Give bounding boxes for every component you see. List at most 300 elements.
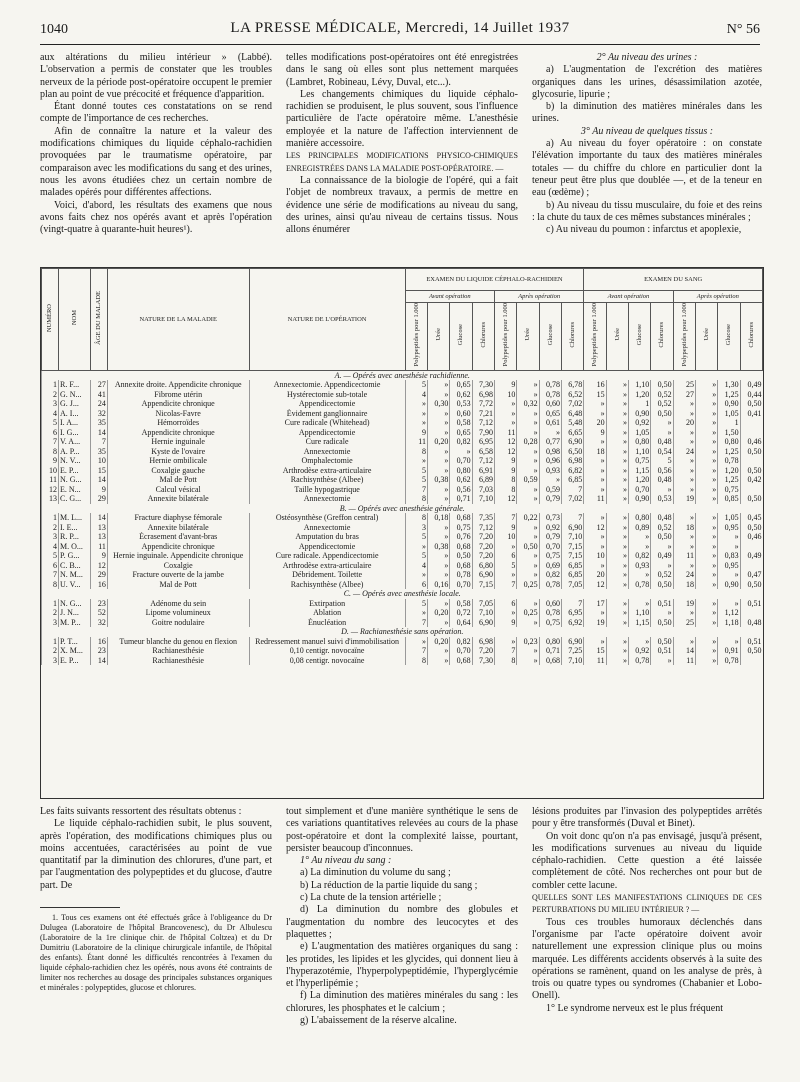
- table-cell: 19: [673, 599, 695, 609]
- table-cell: 11: [405, 437, 427, 447]
- table-cell: 0,25: [517, 608, 539, 618]
- table-cell: »: [584, 637, 606, 647]
- table-cell: »: [606, 656, 628, 666]
- table-cell: R. P...: [59, 532, 91, 542]
- table-cell: 0,32: [517, 399, 539, 409]
- table-cell: 11: [90, 542, 107, 552]
- table-cell: 7: [405, 485, 427, 495]
- table-cell: »: [517, 570, 539, 580]
- table-cell: Nicolas-Favre: [107, 409, 249, 419]
- table-cell: 0,48: [651, 513, 673, 523]
- table-cell: »: [606, 456, 628, 466]
- table-cell: 0,73: [539, 513, 561, 523]
- table-cell: P. T...: [59, 637, 91, 647]
- table-cell: 1,20: [628, 475, 650, 485]
- table-cell: Tumeur blanche du genou en flexion: [107, 637, 249, 647]
- table-cell: 3: [42, 399, 59, 409]
- list-item: c) La chute de la tension artérielle ;: [300, 892, 442, 904]
- table-cell: Coxalgie: [107, 561, 249, 571]
- table-cell: »: [651, 485, 673, 495]
- table-cell: 0,92: [539, 523, 561, 533]
- table-cell: Appendicectomie: [249, 428, 405, 438]
- table-cell: »: [673, 485, 695, 495]
- table-cell: »: [405, 456, 427, 466]
- table-cell: »: [628, 599, 650, 609]
- table-cell: Évidement ganglionnaire: [249, 409, 405, 419]
- table-cell: 0,92: [628, 418, 650, 428]
- table-cell: 14: [673, 646, 695, 656]
- table-cell: »: [651, 656, 673, 666]
- table-cell: Annexectomie. Appendicectomie: [249, 380, 405, 390]
- issue-number: N° 56: [726, 22, 760, 37]
- paragraph: Voici, d'abord, les résultats des examens que nous avons faits chez nos opérés avant et après l'opération (vingt-quatre à quarante-huit heures¹).: [40, 199, 272, 236]
- table-row: [42, 437, 763, 447]
- table-cell: »: [539, 428, 561, 438]
- table-cell: »: [517, 447, 539, 457]
- table-cell: »: [428, 599, 450, 609]
- section-title: B. — Opérés avec anesthésie générale.: [42, 504, 763, 514]
- table-cell: 8: [405, 656, 427, 666]
- table-cell: Appendicite chronique: [107, 542, 249, 552]
- table-cell: »: [695, 656, 717, 666]
- header-uree: Urée: [606, 303, 628, 371]
- table-cell: 6,82: [561, 466, 583, 476]
- list-item: b) La réduction de la partie liquide du sang ;: [300, 879, 478, 891]
- table-cell: 0,65: [450, 428, 472, 438]
- table-cell: 6,90: [561, 437, 583, 447]
- table-cell: 7,10: [472, 608, 494, 618]
- table-cell: 6,65: [561, 428, 583, 438]
- table-cell: Appendicectomie: [249, 399, 405, 409]
- table-cell: Hernie ombilicale: [107, 456, 249, 466]
- table-cell: »: [673, 466, 695, 476]
- table-cell: 1: [42, 637, 59, 647]
- table-row: [42, 475, 763, 485]
- table-cell: »: [405, 637, 427, 647]
- table-cell: 52: [90, 608, 107, 618]
- table-cell: 0,82: [450, 637, 472, 647]
- table-cell: »: [673, 637, 695, 647]
- header-glucose: Glucose: [628, 303, 650, 371]
- table-cell: »: [517, 466, 539, 476]
- table-cell: 18: [584, 447, 606, 457]
- table-cell: »: [606, 542, 628, 552]
- table-row: [42, 523, 763, 533]
- paragraph: Étant donné toutes ces constatations on se rend compte de l'importance de ces recherches.: [40, 101, 272, 125]
- table-cell: 4: [405, 390, 427, 400]
- table-cell: 6,98: [472, 637, 494, 647]
- table-row: [42, 561, 763, 571]
- table-cell: 0,78: [539, 390, 561, 400]
- paragraph: 1° Le syndrome nerveux est le plus fréquent: [546, 1002, 724, 1014]
- table-cell: »: [405, 542, 427, 552]
- table-cell: 1,05: [718, 513, 740, 523]
- table-cell: 0,50: [740, 646, 762, 656]
- table-cell: »: [450, 447, 472, 457]
- table-cell: 7,02: [561, 399, 583, 409]
- table-cell: 7,20: [472, 542, 494, 552]
- table-cell: 7,02: [561, 494, 583, 504]
- table-cell: »: [673, 475, 695, 485]
- table-cell: 0,70: [539, 542, 561, 552]
- table-cell: »: [584, 437, 606, 447]
- table-cell: 10: [584, 551, 606, 561]
- table-cell: 1,12: [718, 608, 740, 618]
- table-cell: 10: [494, 390, 516, 400]
- table-cell: 1: [718, 418, 740, 428]
- table-cell: 0,42: [740, 475, 762, 485]
- table-cell: Ablation: [249, 608, 405, 618]
- table-cell: 7,72: [472, 399, 494, 409]
- table-cell: 0,62: [450, 390, 472, 400]
- table-cell: 24: [673, 570, 695, 580]
- table-cell: 0,98: [539, 447, 561, 457]
- table-cell: 6,48: [561, 409, 583, 419]
- table-cell: 0,71: [539, 646, 561, 656]
- header-nom: NOM: [59, 269, 91, 371]
- table-cell: Hernie inguinale: [107, 437, 249, 447]
- table-cell: 0,52: [651, 570, 673, 580]
- table-cell: M. O...: [59, 542, 91, 552]
- table-cell: 11: [673, 551, 695, 561]
- table-cell: 29: [90, 570, 107, 580]
- table-cell: A. P...: [59, 447, 91, 457]
- table-cell: »: [428, 409, 450, 419]
- table-row: [42, 513, 763, 523]
- header-poly: Polypeptides pour 1.000: [584, 303, 606, 371]
- table-cell: [740, 428, 762, 438]
- table-cell: Ostéosynthèse (Greffon central): [249, 513, 405, 523]
- table-cell: »: [628, 532, 650, 542]
- table-cell: 6,90: [472, 570, 494, 580]
- table-cell: 0,90: [628, 409, 650, 419]
- table-cell: 0,56: [651, 466, 673, 476]
- table-cell: N. M...: [59, 570, 91, 580]
- table-cell: 0,53: [450, 399, 472, 409]
- table-cell: »: [584, 409, 606, 419]
- table-row: [42, 409, 763, 419]
- table-cell: 0,78: [539, 380, 561, 390]
- table-cell: 0,75: [718, 485, 740, 495]
- list-item: a) La diminution du volume du sang ;: [300, 867, 451, 879]
- table-cell: 7,20: [472, 551, 494, 561]
- paragraph: aux altérations du milieu intérieur » (Labbé). L'observation a permis de constater que les troubles nerveux de la période post-opératoire occupent le premier plan au point de vue précocité et fréquence d'apparition.: [40, 52, 272, 100]
- table-cell: »: [405, 418, 427, 428]
- table-cell: Mal de Pott: [107, 580, 249, 590]
- table-cell: 14: [90, 475, 107, 485]
- table-cell: 7,30: [472, 656, 494, 666]
- section-title: A. — Opérés avec anesthésie rachidienne.: [42, 370, 763, 380]
- journal-title: LA PRESSE MÉDICALE, Mercredi, 14 Juillet 1937: [230, 20, 570, 36]
- table-cell: 29: [90, 494, 107, 504]
- table-cell: »: [695, 599, 717, 609]
- table-cell: 6,90: [561, 523, 583, 533]
- table-cell: 1,05: [628, 428, 650, 438]
- table-cell: Goitre nodulaire: [107, 618, 249, 628]
- table-cell: »: [695, 561, 717, 571]
- table-cell: X. M...: [59, 646, 91, 656]
- table-cell: 0,79: [539, 532, 561, 542]
- table-cell: »: [517, 409, 539, 419]
- table-cell: 7: [42, 437, 59, 447]
- table-cell: »: [695, 399, 717, 409]
- table-cell: 0,44: [740, 390, 762, 400]
- table-cell: 6,80: [472, 561, 494, 571]
- table-cell: 6,98: [472, 390, 494, 400]
- subheading: 3° Au niveau de quelques tissus :: [580, 125, 714, 137]
- list-item: g) L'abaissement de la réserve alcaline.: [300, 1015, 457, 1027]
- table-cell: »: [428, 494, 450, 504]
- table-cell: »: [606, 608, 628, 618]
- table-cell: 7,10: [561, 532, 583, 542]
- table-cell: J. N...: [59, 608, 91, 618]
- header-glucose: Glucose: [450, 303, 472, 371]
- table-cell: »: [606, 428, 628, 438]
- table-cell: Redressement manuel suivi d'immobilisation: [249, 637, 405, 647]
- table-cell: »: [651, 428, 673, 438]
- table-cell: 0,70: [450, 456, 472, 466]
- table-cell: 14: [90, 513, 107, 523]
- table-cell: »: [584, 485, 606, 495]
- table-cell: 12: [90, 561, 107, 571]
- table-cell: 0,78: [539, 580, 561, 590]
- table-cell: Rachianesthésie: [107, 656, 249, 666]
- table-cell: »: [718, 599, 740, 609]
- table-cell: 0,80: [628, 437, 650, 447]
- header-maladie: NATURE DE LA MALADIE: [107, 269, 249, 371]
- table-cell: 0,80: [539, 637, 561, 647]
- table-cell: 7,15: [472, 580, 494, 590]
- table-cell: 0,20: [428, 608, 450, 618]
- table-cell: »: [517, 551, 539, 561]
- table-cell: 7: [42, 570, 59, 580]
- table-cell: G. N...: [59, 390, 91, 400]
- table-cell: 6,50: [561, 447, 583, 457]
- table-cell: 0,51: [740, 637, 762, 647]
- table-cell: »: [606, 523, 628, 533]
- table-cell: »: [428, 523, 450, 533]
- table-cell: 0,50: [651, 409, 673, 419]
- list-item: e) L'augmentation des matières organiques du sang : les protides, les lipides et les glycides, qui donnent lieu à l'hyperazotémie, l'hyperpolypeptidémie, l'hyperglycémie et l'hyperlipémie ;: [286, 941, 518, 990]
- table-row: [42, 380, 763, 390]
- table-cell: »: [606, 580, 628, 590]
- table-cell: 9: [494, 380, 516, 390]
- table-cell: 4: [405, 561, 427, 571]
- table-cell: »: [606, 570, 628, 580]
- table-cell: »: [494, 409, 516, 419]
- table-cell: Appendicite chronique: [107, 428, 249, 438]
- table-cell: 1: [628, 399, 650, 409]
- table-row: [42, 532, 763, 542]
- table-cell: 0,52: [651, 390, 673, 400]
- table-cell: »: [494, 542, 516, 552]
- table-cell: »: [695, 456, 717, 466]
- table-cell: »: [695, 618, 717, 628]
- table-cell: 0,83: [718, 551, 740, 561]
- table-cell: 9: [494, 456, 516, 466]
- table-cell: 20: [584, 570, 606, 580]
- table-cell: »: [695, 532, 717, 542]
- header-sang-avant: Avant opération: [584, 291, 673, 303]
- table-cell: »: [695, 447, 717, 457]
- table-cell: »: [584, 456, 606, 466]
- table-cell: 7: [494, 646, 516, 656]
- table-cell: 0,68: [450, 513, 472, 523]
- table-cell: 0,08 centigr. novocaïne: [249, 656, 405, 666]
- table-cell: 8: [494, 485, 516, 495]
- table-cell: 12: [584, 580, 606, 590]
- table-cell: 32: [90, 409, 107, 419]
- table-cell: 3: [405, 523, 427, 533]
- table-cell: 7,35: [472, 513, 494, 523]
- table-cell: 7: [561, 513, 583, 523]
- table-cell: Débridement. Toilette: [249, 570, 405, 580]
- table-cell: Hystérectomie sub-totale: [249, 390, 405, 400]
- table-cell: Adénome du sein: [107, 599, 249, 609]
- table-row: [42, 447, 763, 457]
- paragraph: Le liquide céphalo-rachidien subit, le plus souvent, après l'opération, des modifications chimiques plus ou moins accentuées, caractérisées au point de vue quantitatif par la diminution des chlorures, d'une part, et par l'augmentation des polypeptides et du glucose, d'autre part. De: [40, 818, 272, 891]
- table-cell: 13: [90, 532, 107, 542]
- table-cell: 0,75: [628, 456, 650, 466]
- table-cell: »: [517, 618, 539, 628]
- table-cell: 15: [584, 646, 606, 656]
- table-cell: 0,50: [651, 532, 673, 542]
- page-number: 1040: [40, 22, 68, 37]
- table-cell: »: [628, 637, 650, 647]
- table-cell: 9: [584, 428, 606, 438]
- section-title: C. — Opérés avec anesthésie locale.: [42, 589, 763, 599]
- table-cell: »: [606, 494, 628, 504]
- bottom-column-1: [40, 806, 272, 892]
- table-cell: »: [428, 456, 450, 466]
- table-cell: 7: [405, 618, 427, 628]
- table-cell: 0,65: [450, 380, 472, 390]
- table-cell: 9: [494, 618, 516, 628]
- table-cell: Extirpation: [249, 599, 405, 609]
- table-cell: 0,75: [539, 618, 561, 628]
- header-age: ÂGE DU MALADE: [90, 269, 107, 371]
- table-cell: 0,70: [450, 580, 472, 590]
- table-cell: [740, 456, 762, 466]
- table-cell: »: [718, 570, 740, 580]
- table-cell: 11: [584, 656, 606, 666]
- table-cell: 5: [405, 599, 427, 609]
- table-cell: »: [606, 599, 628, 609]
- table-cell: 7,12: [472, 456, 494, 466]
- table-cell: 0,56: [450, 485, 472, 495]
- table-cell: »: [673, 409, 695, 419]
- table-cell: 6,85: [561, 570, 583, 580]
- table-cell: 7,15: [561, 551, 583, 561]
- table-cell: »: [606, 513, 628, 523]
- table-header: [42, 269, 763, 371]
- table-cell: »: [606, 380, 628, 390]
- table-cell: 2: [42, 390, 59, 400]
- table-cell: 6,90: [561, 637, 583, 647]
- paragraph: lésions produites par l'invasion des polypeptides arrêtés pour y être transformés (Duval et Binet).: [532, 806, 762, 830]
- table-cell: 16: [90, 580, 107, 590]
- table-cell: 0,58: [450, 599, 472, 609]
- table-cell: 7,20: [472, 646, 494, 656]
- table-cell: [740, 656, 762, 666]
- table-cell: 0,18: [428, 513, 450, 523]
- top-column-3: [532, 52, 762, 236]
- table-cell: Rachisynthèse (Albee): [249, 475, 405, 485]
- table-cell: 0,49: [740, 551, 762, 561]
- table-cell: 27: [673, 390, 695, 400]
- table-cell: »: [517, 494, 539, 504]
- table-cell: P. G...: [59, 551, 91, 561]
- table-cell: 6: [494, 551, 516, 561]
- table-cell: 35: [90, 418, 107, 428]
- table-cell: 1,15: [628, 618, 650, 628]
- table-cell: »: [584, 475, 606, 485]
- table-cell: 0,95: [718, 561, 740, 571]
- table-cell: 7,05: [472, 599, 494, 609]
- table-cell: 1,10: [628, 380, 650, 390]
- table-cell: 16: [584, 380, 606, 390]
- table-cell: 0,78: [628, 580, 650, 590]
- table-cell: 41: [90, 390, 107, 400]
- table-cell: 0,48: [651, 475, 673, 485]
- table-cell: »: [695, 608, 717, 618]
- table-cell: »: [606, 637, 628, 647]
- table-cell: Coxalgie gauche: [107, 466, 249, 476]
- table-cell: 0,72: [450, 608, 472, 618]
- table-cell: 0,70: [450, 646, 472, 656]
- table-cell: 6,85: [561, 561, 583, 571]
- table-cell: »: [695, 428, 717, 438]
- table-cell: 0,28: [517, 437, 539, 447]
- table-cell: U. V...: [59, 580, 91, 590]
- table-cell: 0,69: [539, 561, 561, 571]
- table-cell: »: [584, 608, 606, 618]
- table-cell: Fibrome utérin: [107, 390, 249, 400]
- table-cell: 7,12: [472, 418, 494, 428]
- table-cell: 9: [494, 523, 516, 533]
- table-cell: 5: [405, 551, 427, 561]
- table-cell: 0,50: [651, 380, 673, 390]
- table-cell: 17: [584, 599, 606, 609]
- table-cell: 6,85: [561, 475, 583, 485]
- section-heading: LES PRINCIPALES MODIFICATIONS PHYSICO-CHIMIQUES ENREGISTRÉES DANS LA MALADIE POST-OPÉRATOIRE. —: [286, 151, 518, 173]
- table-row: [42, 570, 763, 580]
- table-cell: 18: [673, 580, 695, 590]
- table-cell: Appendicite chronique: [107, 399, 249, 409]
- paragraph: tout simplement et d'une manière synthétique le sens de ces variations quantitatives relevées au cours de la phase post-opératoire et dont la complexité laisse, pourtant, persister beaucoup d'inconnues.: [286, 806, 518, 854]
- table-cell: 0,68: [539, 656, 561, 666]
- header-uree: Urée: [695, 303, 717, 371]
- table-cell: 24: [90, 399, 107, 409]
- table-cell: 5: [405, 532, 427, 542]
- table-cell: »: [695, 637, 717, 647]
- table-cell: 1,10: [628, 447, 650, 457]
- table-cell: 1: [42, 599, 59, 609]
- top-column-1: [40, 52, 272, 236]
- table-cell: 8: [494, 475, 516, 485]
- table-row: [42, 390, 763, 400]
- table-cell: 0,52: [651, 399, 673, 409]
- table-cell: 0,90: [628, 494, 650, 504]
- table-cell: 0,50: [740, 494, 762, 504]
- table-cell: 1,25: [718, 475, 740, 485]
- table-cell: 1,20: [718, 466, 740, 476]
- table-cell: »: [673, 542, 695, 552]
- table-cell: »: [428, 656, 450, 666]
- table-cell: A. I...: [59, 409, 91, 419]
- table-cell: »: [695, 418, 717, 428]
- header-lcr: EXAMEN DU LIQUIDE CÉPHALO-RACHIDIEN: [405, 269, 584, 291]
